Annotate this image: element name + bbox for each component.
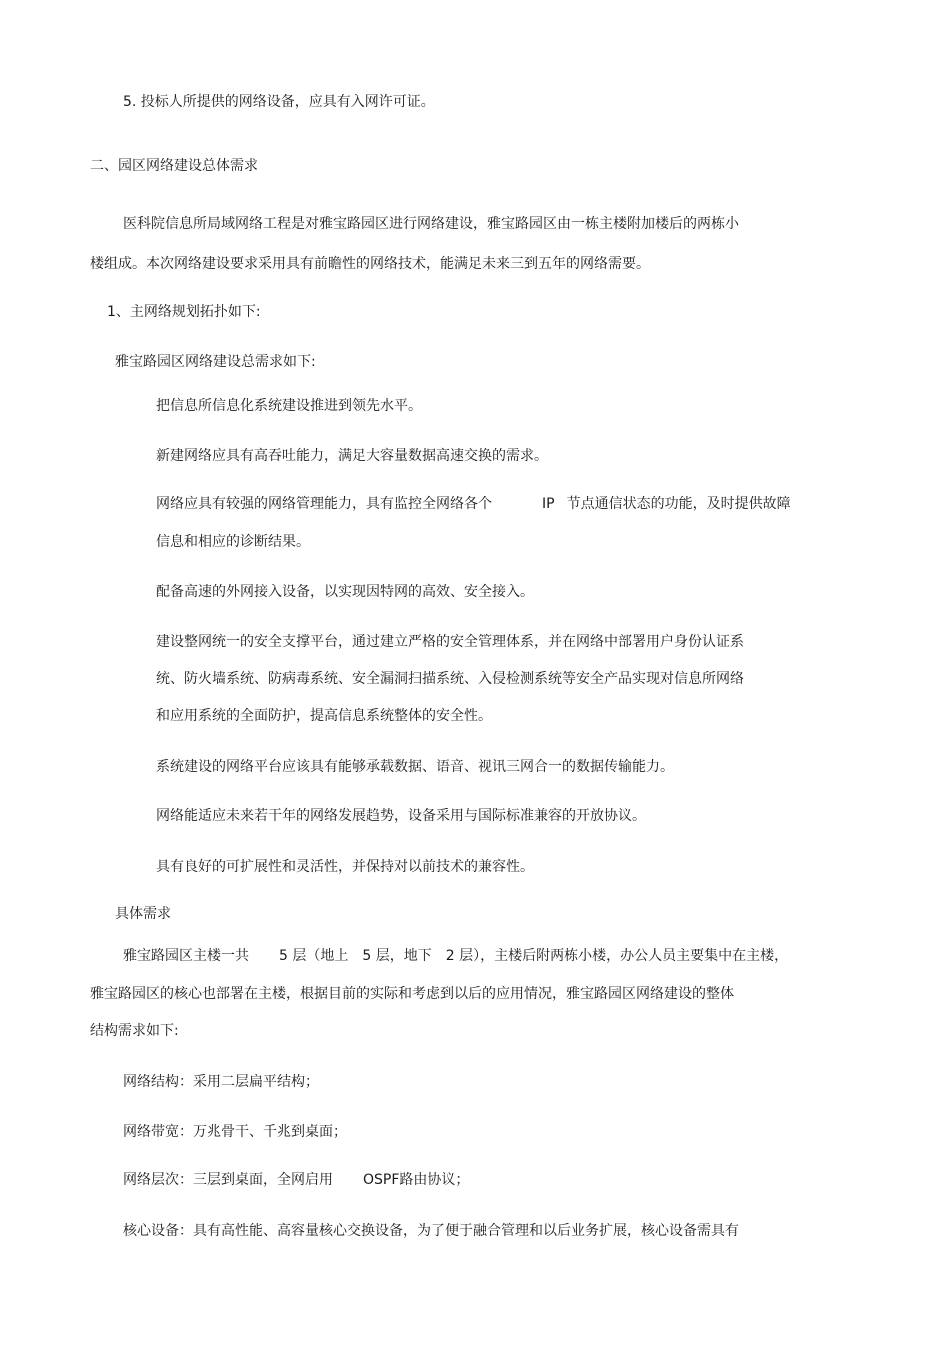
spec-network-layers-part-a: 网络层次：三层到桌面，全网启用 — [123, 1172, 333, 1188]
paragraph-intro-line1: 医科院信息所局域网络工程是对雅宝路园区进行网络建设，雅宝路园区由一栋主楼附加楼后的两栋小 — [123, 216, 739, 232]
building-paragraph-line1 — [123, 947, 788, 965]
building-part-c: 5 层，地下 — [362, 948, 432, 964]
requirement-item-1: 把信息所信息化系统建设推进到领先水平。 — [156, 398, 422, 414]
section-heading-2: 二、园区网络建设总体需求 — [90, 158, 258, 174]
subheading-specific-requirements: 具体需求 — [115, 906, 171, 922]
requirement-item-3-line2: 信息和相应的诊断结果。 — [156, 534, 310, 550]
requirement-item-5-line1: 建设整网统一的安全支撑平台，通过建立严格的安全管理体系，并在网络中部署用户身份认证系 — [156, 634, 744, 650]
spec-core-device: 核心设备：具有高性能、高容量核心交换设备，为了便于融合管理和以后业务扩展，核心设备需具有 — [123, 1223, 739, 1239]
requirement-item-3-part-a: 网络应具有较强的网络管理能力，具有监控全网络各个 — [156, 496, 492, 512]
building-paragraph-line2: 雅宝路园区的核心也部署在主楼，根据目前的实际和考虑到以后的应用情况，雅宝路园区网络建设的整体 — [90, 986, 734, 1002]
building-part-a: 雅宝路园区主楼一共 — [123, 948, 249, 964]
requirement-item-7: 网络能适应未来若干年的网络发展趋势，设备采用与国际标准兼容的开放协议。 — [156, 808, 646, 824]
building-part-d: 2 层），主楼后附两栋小楼，办公人员主要集中在主楼， — [445, 948, 789, 964]
subheading-overall-requirements: 雅宝路园区网络建设总需求如下: — [115, 354, 316, 370]
requirement-item-5-line3: 和应用系统的全面防护，提高信息系统整体的安全性。 — [156, 708, 492, 724]
ip-term: IP — [542, 496, 555, 512]
requirement-item-3-line1 — [156, 495, 791, 513]
spec-network-layers-part-b: OSPF路由协议； — [363, 1172, 470, 1188]
subheading-topology: 1、主网络规划拓扑如下: — [107, 304, 261, 320]
building-part-b: 5 层（地上 — [279, 948, 349, 964]
requirement-item-3-part-c: 节点通信状态的功能，及时提供故障 — [566, 496, 791, 512]
building-paragraph-line3: 结构需求如下: — [90, 1023, 179, 1039]
paragraph-intro-line2: 楼组成。本次网络建设要求采用具有前瞻性的网络技术，能满足未来三到五年的网络需要。 — [90, 256, 650, 272]
item-5-license: 5. 投标人所提供的网络设备，应具有入网许可证。 — [123, 94, 435, 110]
spec-network-layers — [123, 1171, 469, 1189]
spec-network-structure: 网络结构：采用二层扁平结构； — [123, 1074, 319, 1090]
spec-network-bandwidth: 网络带宽：万兆骨干、千兆到桌面； — [123, 1124, 347, 1140]
requirement-item-4: 配备高速的外网接入设备，以实现因特网的高效、安全接入。 — [156, 584, 534, 600]
requirement-item-8: 具有良好的可扩展性和灵活性，并保持对以前技术的兼容性。 — [156, 859, 534, 875]
requirement-item-6: 系统建设的网络平台应该具有能够承载数据、语音、视讯三网合一的数据传输能力。 — [156, 759, 674, 775]
requirement-item-2: 新建网络应具有高吞吐能力，满足大容量数据高速交换的需求。 — [156, 448, 548, 464]
requirement-item-5-line2: 统、防火墙系统、防病毒系统、安全漏洞扫描系统、入侵检测系统等安全产品实现对信息所网络 — [156, 671, 744, 687]
